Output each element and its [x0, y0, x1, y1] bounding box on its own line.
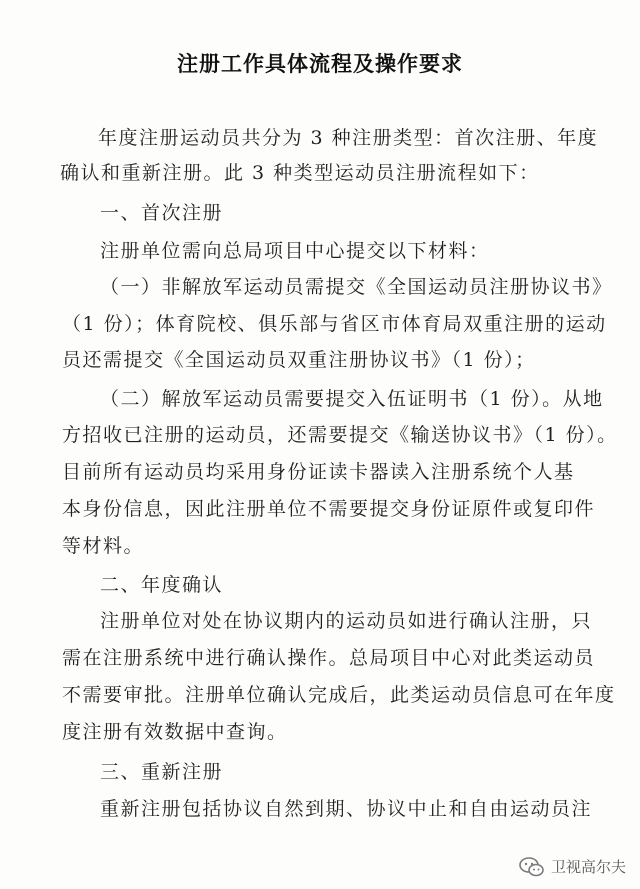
watermark	[519, 856, 626, 877]
paragraph-line: 年度注册运动员共分为 3 种注册类型：首次注册、年度	[98, 127, 599, 149]
paragraph-line: 本身份信息，因此注册单位不需要提交身份证原件或复印件	[62, 498, 596, 520]
document-title: 注册工作具体流程及操作要求	[177, 51, 463, 76]
paragraph-line: 重新注册包括协议自然到期、协议中止和自由运动员注	[100, 798, 593, 820]
section-heading: 一、首次注册	[100, 202, 224, 224]
paragraph-line: 员还需提交《全国运动员双重注册协议书》（1 份）；	[62, 349, 536, 371]
section-heading: 二、年度确认	[100, 574, 224, 596]
paragraph-line: （一）非解放军运动员需提交《全国运动员注册协议书》	[100, 276, 613, 298]
section-heading: 三、重新注册	[100, 761, 224, 783]
wechat-icon	[519, 857, 545, 877]
paragraph-line: 目前所有运动员均采用身份证读卡器读入注册系统个人基	[62, 461, 575, 483]
paragraph-line: （1 份）；体育院校、俱乐部与省区市体育局双重注册的运动	[62, 313, 607, 335]
watermark-label: 卫视高尔夫	[550, 858, 626, 876]
paragraph-line: （二）解放军运动员需要提交入伍证明书（1 份）。从地	[100, 388, 604, 410]
paragraph-line: 注册单位需向总局项目中心提交以下材料：	[100, 240, 490, 262]
paragraph-line: 需在注册系统中进行确认操作。总局项目中心对此类运动员	[62, 647, 596, 669]
paragraph-line: 等材料。	[62, 535, 145, 557]
paragraph-line: 不需要审批。注册单位确认完成后，此类运动员信息可在年度	[62, 684, 616, 706]
paragraph-line: 方招收已注册的运动员，还需要提交《输送协议书》（1 份）。	[62, 424, 618, 446]
paragraph-line: 确认和重新注册。此 3 种类型运动员注册流程如下：	[60, 162, 540, 184]
paragraph-line: 注册单位对处在协议期内的运动员如进行确认注册，只	[100, 610, 593, 632]
paragraph-line: 度注册有效数据中查询。	[62, 721, 288, 743]
